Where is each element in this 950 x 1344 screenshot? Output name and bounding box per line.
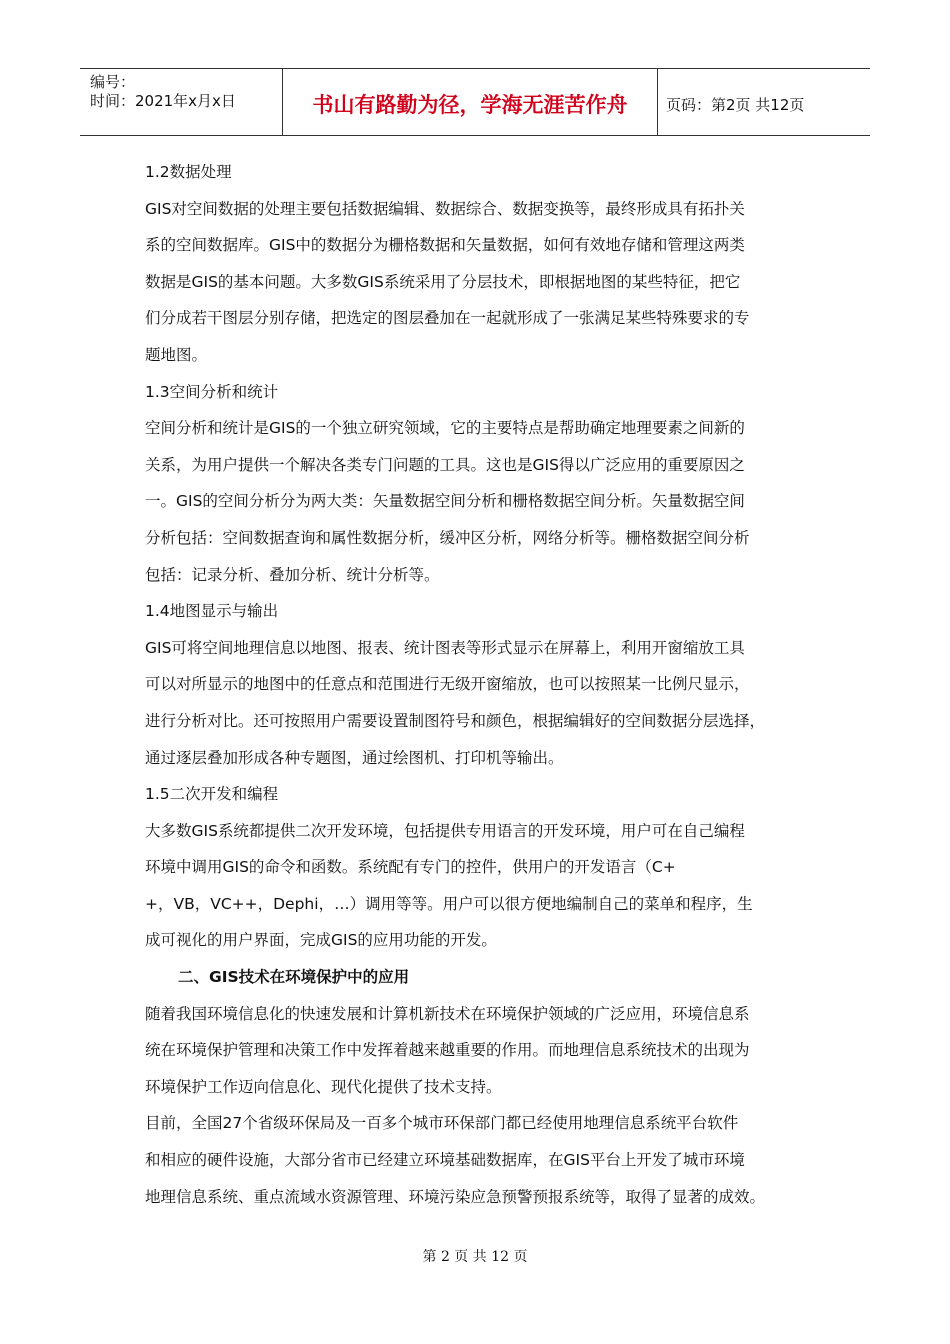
paragraph-line: GIS可将空间地理信息以地图、报表、统计图表等形式显示在屏幕上，利用开窗缩放工具 <box>145 638 745 657</box>
section-title: 1.5二次开发和编程 <box>145 785 279 804</box>
section-title: 1.3空间分析和统计 <box>145 382 279 401</box>
page-info: 页码：第2页 共12页 <box>666 95 805 114</box>
paragraph-line: 数据是GIS的基本问题。大多数GIS系统采用了分层技术，即根据地图的某些特征，把它 <box>145 272 741 291</box>
page-footer <box>0 1246 950 1266</box>
document-body <box>145 154 807 1215</box>
paragraph-line: 关系，为用户提供一个解决各类专门问题的工具。这也是GIS得以广泛应用的重要原因之 <box>145 455 745 474</box>
chapter-heading: 二、GIS技术在环境保护中的应用 <box>178 968 410 987</box>
paragraph-line: 们分成若干图层分别存储，把选定的图层叠加在一起就形成了一张满足某些特殊要求的专 <box>145 309 750 328</box>
header-meta-cell <box>80 69 283 135</box>
paragraph-line: 分析包括：空间数据查询和属性数据分析，缓冲区分析，网络分析等。栅格数据空间分析 <box>145 528 750 547</box>
footer-page-number: 第 2 页 共 12 页 <box>422 1249 528 1265</box>
header-page-cell <box>658 69 870 135</box>
motto-text: 书山有路勤为径，学海无涯苦作舟 <box>312 93 628 117</box>
paragraph-line: 环境中调用GIS的命令和函数。系统配有专门的控件，供用户的开发语言（C+ <box>145 858 676 877</box>
paragraph-line: GIS对空间数据的处理主要包括数据编辑、数据综合、数据变换等，最终形成具有拓扑关 <box>145 199 745 218</box>
paragraph-line: +，VB，VC++，Dephi，…）调用等等。用户可以很方便地编制自己的菜单和程序，生 <box>145 894 753 913</box>
paragraph-line: 进行分析对比。还可按照用户需要设置制图符号和颜色，根据编辑好的空间数据分层选择， <box>145 711 766 730</box>
paragraph-line: 成可视化的用户界面，完成GIS的应用功能的开发。 <box>145 931 497 950</box>
paragraph-line: 一。GIS的空间分析分为两大类：矢量数据空间分析和栅格数据空间分析。矢量数据空间 <box>145 492 745 511</box>
paragraph-line: 目前，全国27个省级环保局及一百多个城市环保部门都已经使用地理信息系统平台软件 <box>145 1114 739 1133</box>
paragraph-line: 地理信息系统、重点流域水资源管理、环境污染应急预警预报系统等，取得了显著的成效。 <box>145 1187 766 1206</box>
date-label: 时间：2021年x月x日 <box>90 92 236 110</box>
paragraph-line: 系的空间数据库。GIS中的数据分为栅格数据和矢量数据，如何有效地存储和管理这两类 <box>145 236 745 255</box>
paragraph-line: 包括：记录分析、叠加分析、统计分析等。 <box>145 565 440 584</box>
section-title: 1.2数据处理 <box>145 163 232 181</box>
section-title: 1.4地图显示与输出 <box>145 602 279 621</box>
paragraph-line: 环境保护工作迈向信息化、现代化提供了技术支持。 <box>145 1077 502 1096</box>
paragraph-line: 和相应的硬件设施，大部分省市已经建立环境基础数据库，在GIS平台上开发了城市环境 <box>145 1151 745 1170</box>
paragraph-line: 可以对所显示的地图中的任意点和范围进行无级开窗缩放，也可以按照某一比例尺显示， <box>145 675 750 694</box>
paragraph-line: 随着我国环境信息化的快速发展和计算机新技术在环境保护领域的广泛应用，环境信息系 <box>145 1004 750 1023</box>
paragraph-line: 通过逐层叠加形成各种专题图，通过绘图机、打印机等输出。 <box>145 748 564 767</box>
paragraph-line: 题地图。 <box>145 345 208 364</box>
code-label: 编号： <box>90 73 136 91</box>
header-motto-cell <box>283 69 658 135</box>
paragraph-line: 大多数GIS系统都提供二次开发环境，包括提供专用语言的开发环境，用户可在自己编程 <box>145 821 745 840</box>
paragraph-line: 统在环境保护管理和决策工作中发挥着越来越重要的作用。而地理信息系统技术的出现为 <box>145 1041 750 1060</box>
paragraph-line: 空间分析和统计是GIS的一个独立研究领域，它的主要特点是帮助确定地理要素之间新的 <box>145 419 745 438</box>
document-header <box>80 68 870 136</box>
